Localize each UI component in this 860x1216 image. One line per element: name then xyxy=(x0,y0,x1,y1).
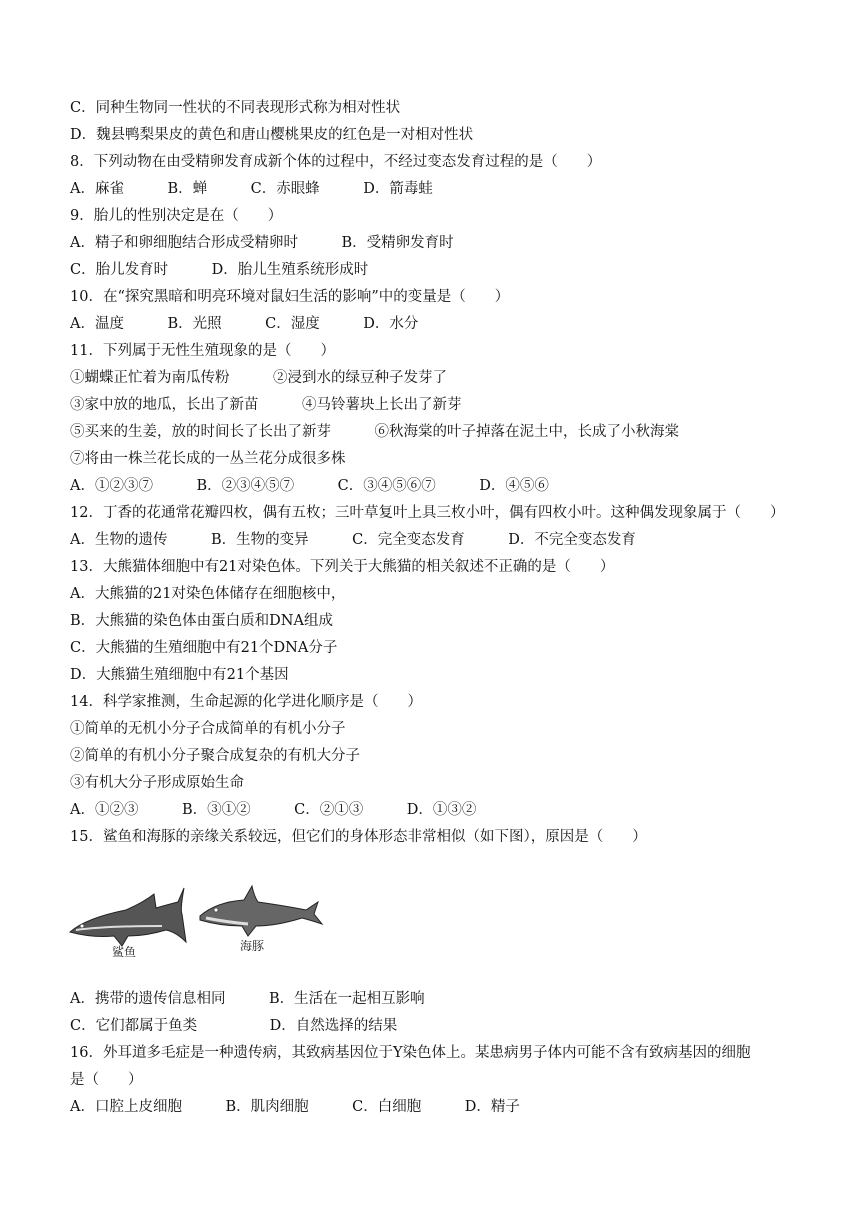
question-11-item-5-6: ⑤买来的生姜，放的时间长了长出了新芽 ⑥秋海棠的叶子掉落在泥土中，长成了小秋海棠 xyxy=(70,424,679,440)
question-14-item-1: ①简单的无机小分子合成简单的有机小分子 xyxy=(70,721,346,737)
question-14-options: A．①②③ B．③①② C．②①③ D．①③② xyxy=(70,802,477,818)
question-13: 13．大熊猫体细胞中有21对染色体。下列关于大熊猫的相关叙述不正确的是（ ） xyxy=(70,559,615,575)
dolphin-illustration xyxy=(200,886,322,936)
question-14-item-3: ③有机大分子形成原始生命 xyxy=(70,775,244,791)
question-15: 15．鲨鱼和海豚的亲缘关系较远，但它们的身体形态非常相似（如下图），原因是（ ） xyxy=(70,829,647,845)
question-11: 11．下列属于无性生殖现象的是（ ） xyxy=(70,343,335,359)
question-12: 12．丁香的花通常花瓣四枚，偶有五枚；三叶草复叶上具三枚小叶，偶有四枚小叶。这种偶发现象属于（ ） xyxy=(70,505,785,521)
question-10: 10．在“探究黑暗和明亮环境对鼠妇生活的影响”中的变量是（ ） xyxy=(70,289,510,305)
option-13b: B．大熊猫的染色体由蛋白质和DNA组成 xyxy=(70,613,333,629)
question-14: 14．科学家推测，生命起源的化学进化顺序是（ ） xyxy=(70,694,422,710)
option-13c: C．大熊猫的生殖细胞中有21个DNA分子 xyxy=(70,640,338,656)
question-15-options-ab: A．携带的遗传信息相同 B．生活在一起相互影响 xyxy=(70,991,425,1007)
question-12-options: A．生物的遗传 B．生物的变异 C．完全变态发育 D．不完全变态发育 xyxy=(70,532,636,548)
question-11-item-7: ⑦将由一株兰花长成的一丛兰花分成很多株 xyxy=(70,451,346,467)
question-16-continued: 是（ ） xyxy=(70,1072,143,1088)
option-13a: A．大熊猫的21对染色体储存在细胞核中， xyxy=(70,586,346,602)
question-11-item-1-2: ①蝴蝶正忙着为南瓜传粉 ②浸到水的绿豆种子发芽了 xyxy=(70,370,447,386)
question-15-options-cd: C．它们都属于鱼类 D．自然选择的结果 xyxy=(70,1018,398,1034)
question-11-options: A．①②③⑦ B．②③④⑤⑦ C．③④⑤⑥⑦ D．④⑤⑥ xyxy=(70,478,549,494)
question-9-options-cd: C．胎儿发育时 D．胎儿生殖系统形成时 xyxy=(70,262,369,278)
shark-dolphin-figure xyxy=(66,880,326,970)
question-9: 9．胎儿的性别决定是在（ ） xyxy=(70,208,283,224)
shark-illustration xyxy=(70,888,186,946)
option-7c: C．同种生物同一性状的不同表现形式称为相对性状 xyxy=(70,100,401,116)
question-16-options: A．口腔上皮细胞 B．肌肉细胞 C．白细胞 D．精子 xyxy=(70,1099,520,1115)
question-14-item-2: ②简单的有机小分子聚合成复杂的有机大分子 xyxy=(70,748,360,764)
question-8-options: A．麻雀 B．蝉 C．赤眼蜂 D．箭毒蛙 xyxy=(70,181,433,197)
dolphin-label: 海豚 xyxy=(240,939,265,953)
question-11-item-3-4: ③家中放的地瓜，长出了新苗 ④马铃薯块上长出了新芽 xyxy=(70,397,462,413)
option-7d: D．魏县鸭梨果皮的黄色和唐山樱桃果皮的红色是一对相对性状 xyxy=(70,127,474,143)
shark-label: 鲨鱼 xyxy=(112,945,137,959)
question-16: 16．外耳道多毛症是一种遗传病，其致病基因位于Y染色体上。某患病男子体内可能不含有致病基因的细胞 xyxy=(70,1045,751,1061)
question-10-options: A．温度 B．光照 C．湿度 D．水分 xyxy=(70,316,419,332)
question-8: 8．下列动物在由受精卵发育成新个体的过程中，不经过变态发育过程的是（ ） xyxy=(70,154,602,170)
question-9-options-ab: A．精子和卵细胞结合形成受精卵时 B．受精卵发育时 xyxy=(70,235,454,251)
option-13d: D．大熊猫生殖细胞中有21个基因 xyxy=(70,667,289,683)
